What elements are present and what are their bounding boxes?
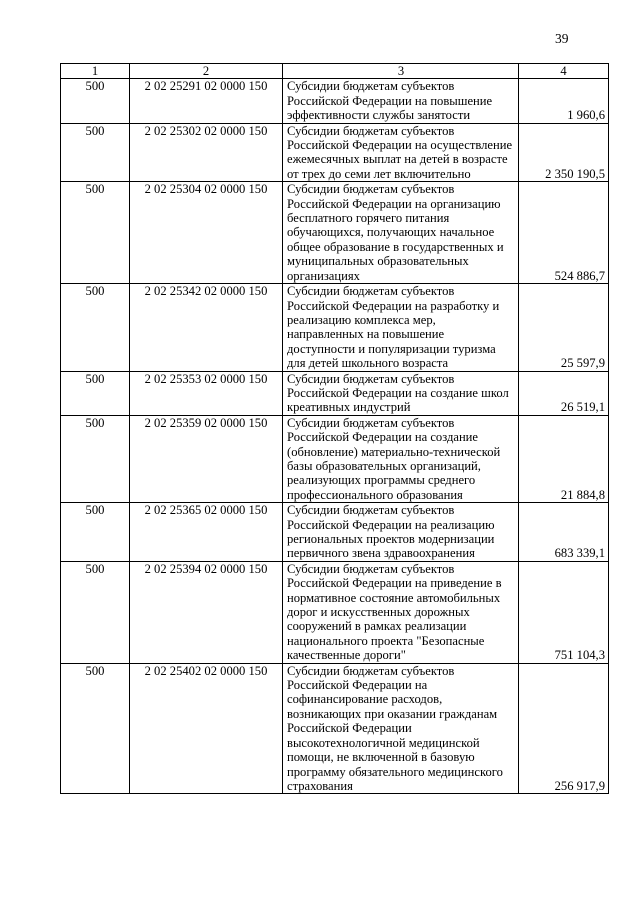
row-code: 500 xyxy=(61,415,130,502)
row-amount: 21 884,8 xyxy=(519,415,609,502)
header-col-2: 2 xyxy=(130,64,283,79)
row-code: 500 xyxy=(61,561,130,663)
row-amount: 2 350 190,5 xyxy=(519,123,609,182)
row-name: Субсидии бюджетам субъектов Российской Федерации на приведение в нормативное состояние автомобильных дорог и искусственных дорожных сооружений в рамках реализации национального проекта "Безопасные качественные дороги" xyxy=(283,561,519,663)
header-col-4: 4 xyxy=(519,64,609,79)
table-row xyxy=(61,663,609,794)
row-kbk: 2 02 25365 02 0000 150 xyxy=(130,503,283,562)
row-code: 500 xyxy=(61,503,130,562)
row-amount: 683 339,1 xyxy=(519,503,609,562)
table-row xyxy=(61,503,609,562)
row-name: Субсидии бюджетам субъектов Российской Федерации на повышение эффективности службы занятости xyxy=(283,79,519,123)
row-kbk: 2 02 25353 02 0000 150 xyxy=(130,371,283,415)
row-kbk: 2 02 25291 02 0000 150 xyxy=(130,79,283,123)
row-name: Субсидии бюджетам субъектов Российской Федерации на создание (обновление) материально-технической базы образовательных организаций, реализующих программы среднего профессионального образования xyxy=(283,415,519,502)
table-row xyxy=(61,123,609,182)
row-kbk: 2 02 25302 02 0000 150 xyxy=(130,123,283,182)
row-amount: 751 104,3 xyxy=(519,561,609,663)
row-kbk: 2 02 25402 02 0000 150 xyxy=(130,663,283,794)
row-code: 500 xyxy=(61,284,130,371)
row-code: 500 xyxy=(61,79,130,123)
table-row xyxy=(61,79,609,123)
table-header-row xyxy=(61,64,609,79)
page-number: 39 xyxy=(555,31,569,46)
row-kbk: 2 02 25359 02 0000 150 xyxy=(130,415,283,502)
row-kbk: 2 02 25304 02 0000 150 xyxy=(130,182,283,284)
row-name: Субсидии бюджетам субъектов Российской Федерации на разработку и реализацию комплекса мер, направленных на повышение доступности и популяризации туризма для детей школьного возраста xyxy=(283,284,519,371)
row-name: Субсидии бюджетам субъектов Российской Федерации на осуществление ежемесячных выплат на детей в возрасте от трех до семи лет включительно xyxy=(283,123,519,182)
table-row xyxy=(61,561,609,663)
row-amount: 25 597,9 xyxy=(519,284,609,371)
row-amount: 26 519,1 xyxy=(519,371,609,415)
table-row xyxy=(61,182,609,284)
row-name: Субсидии бюджетам субъектов Российской Федерации на софинансирование расходов, возникающих при оказании гражданам Российской Федерации высокотехнологичной медицинской помощи, не включенной в базовую программу обязательного медицинского страхования xyxy=(283,663,519,794)
row-code: 500 xyxy=(61,371,130,415)
table-row xyxy=(61,371,609,415)
row-code: 500 xyxy=(61,663,130,794)
header-col-1: 1 xyxy=(61,64,130,79)
row-amount: 1 960,6 xyxy=(519,79,609,123)
row-name: Субсидии бюджетам субъектов Российской Федерации на реализацию региональных проектов модернизации первичного звена здравоохранения xyxy=(283,503,519,562)
row-code: 500 xyxy=(61,182,130,284)
row-code: 500 xyxy=(61,123,130,182)
row-kbk: 2 02 25342 02 0000 150 xyxy=(130,284,283,371)
row-name: Субсидии бюджетам субъектов Российской Федерации на организацию бесплатного горячего питания обучающихся, получающих начальное общее образование в государственных и муниципальных образовательных организациях xyxy=(283,182,519,284)
header-col-3: 3 xyxy=(283,64,519,79)
row-name: Субсидии бюджетам субъектов Российской Федерации на создание школ креативных индустрий xyxy=(283,371,519,415)
table-row xyxy=(61,415,609,502)
row-amount: 524 886,7 xyxy=(519,182,609,284)
budget-table xyxy=(60,63,609,794)
row-amount: 256 917,9 xyxy=(519,663,609,794)
row-kbk: 2 02 25394 02 0000 150 xyxy=(130,561,283,663)
table-row xyxy=(61,284,609,371)
